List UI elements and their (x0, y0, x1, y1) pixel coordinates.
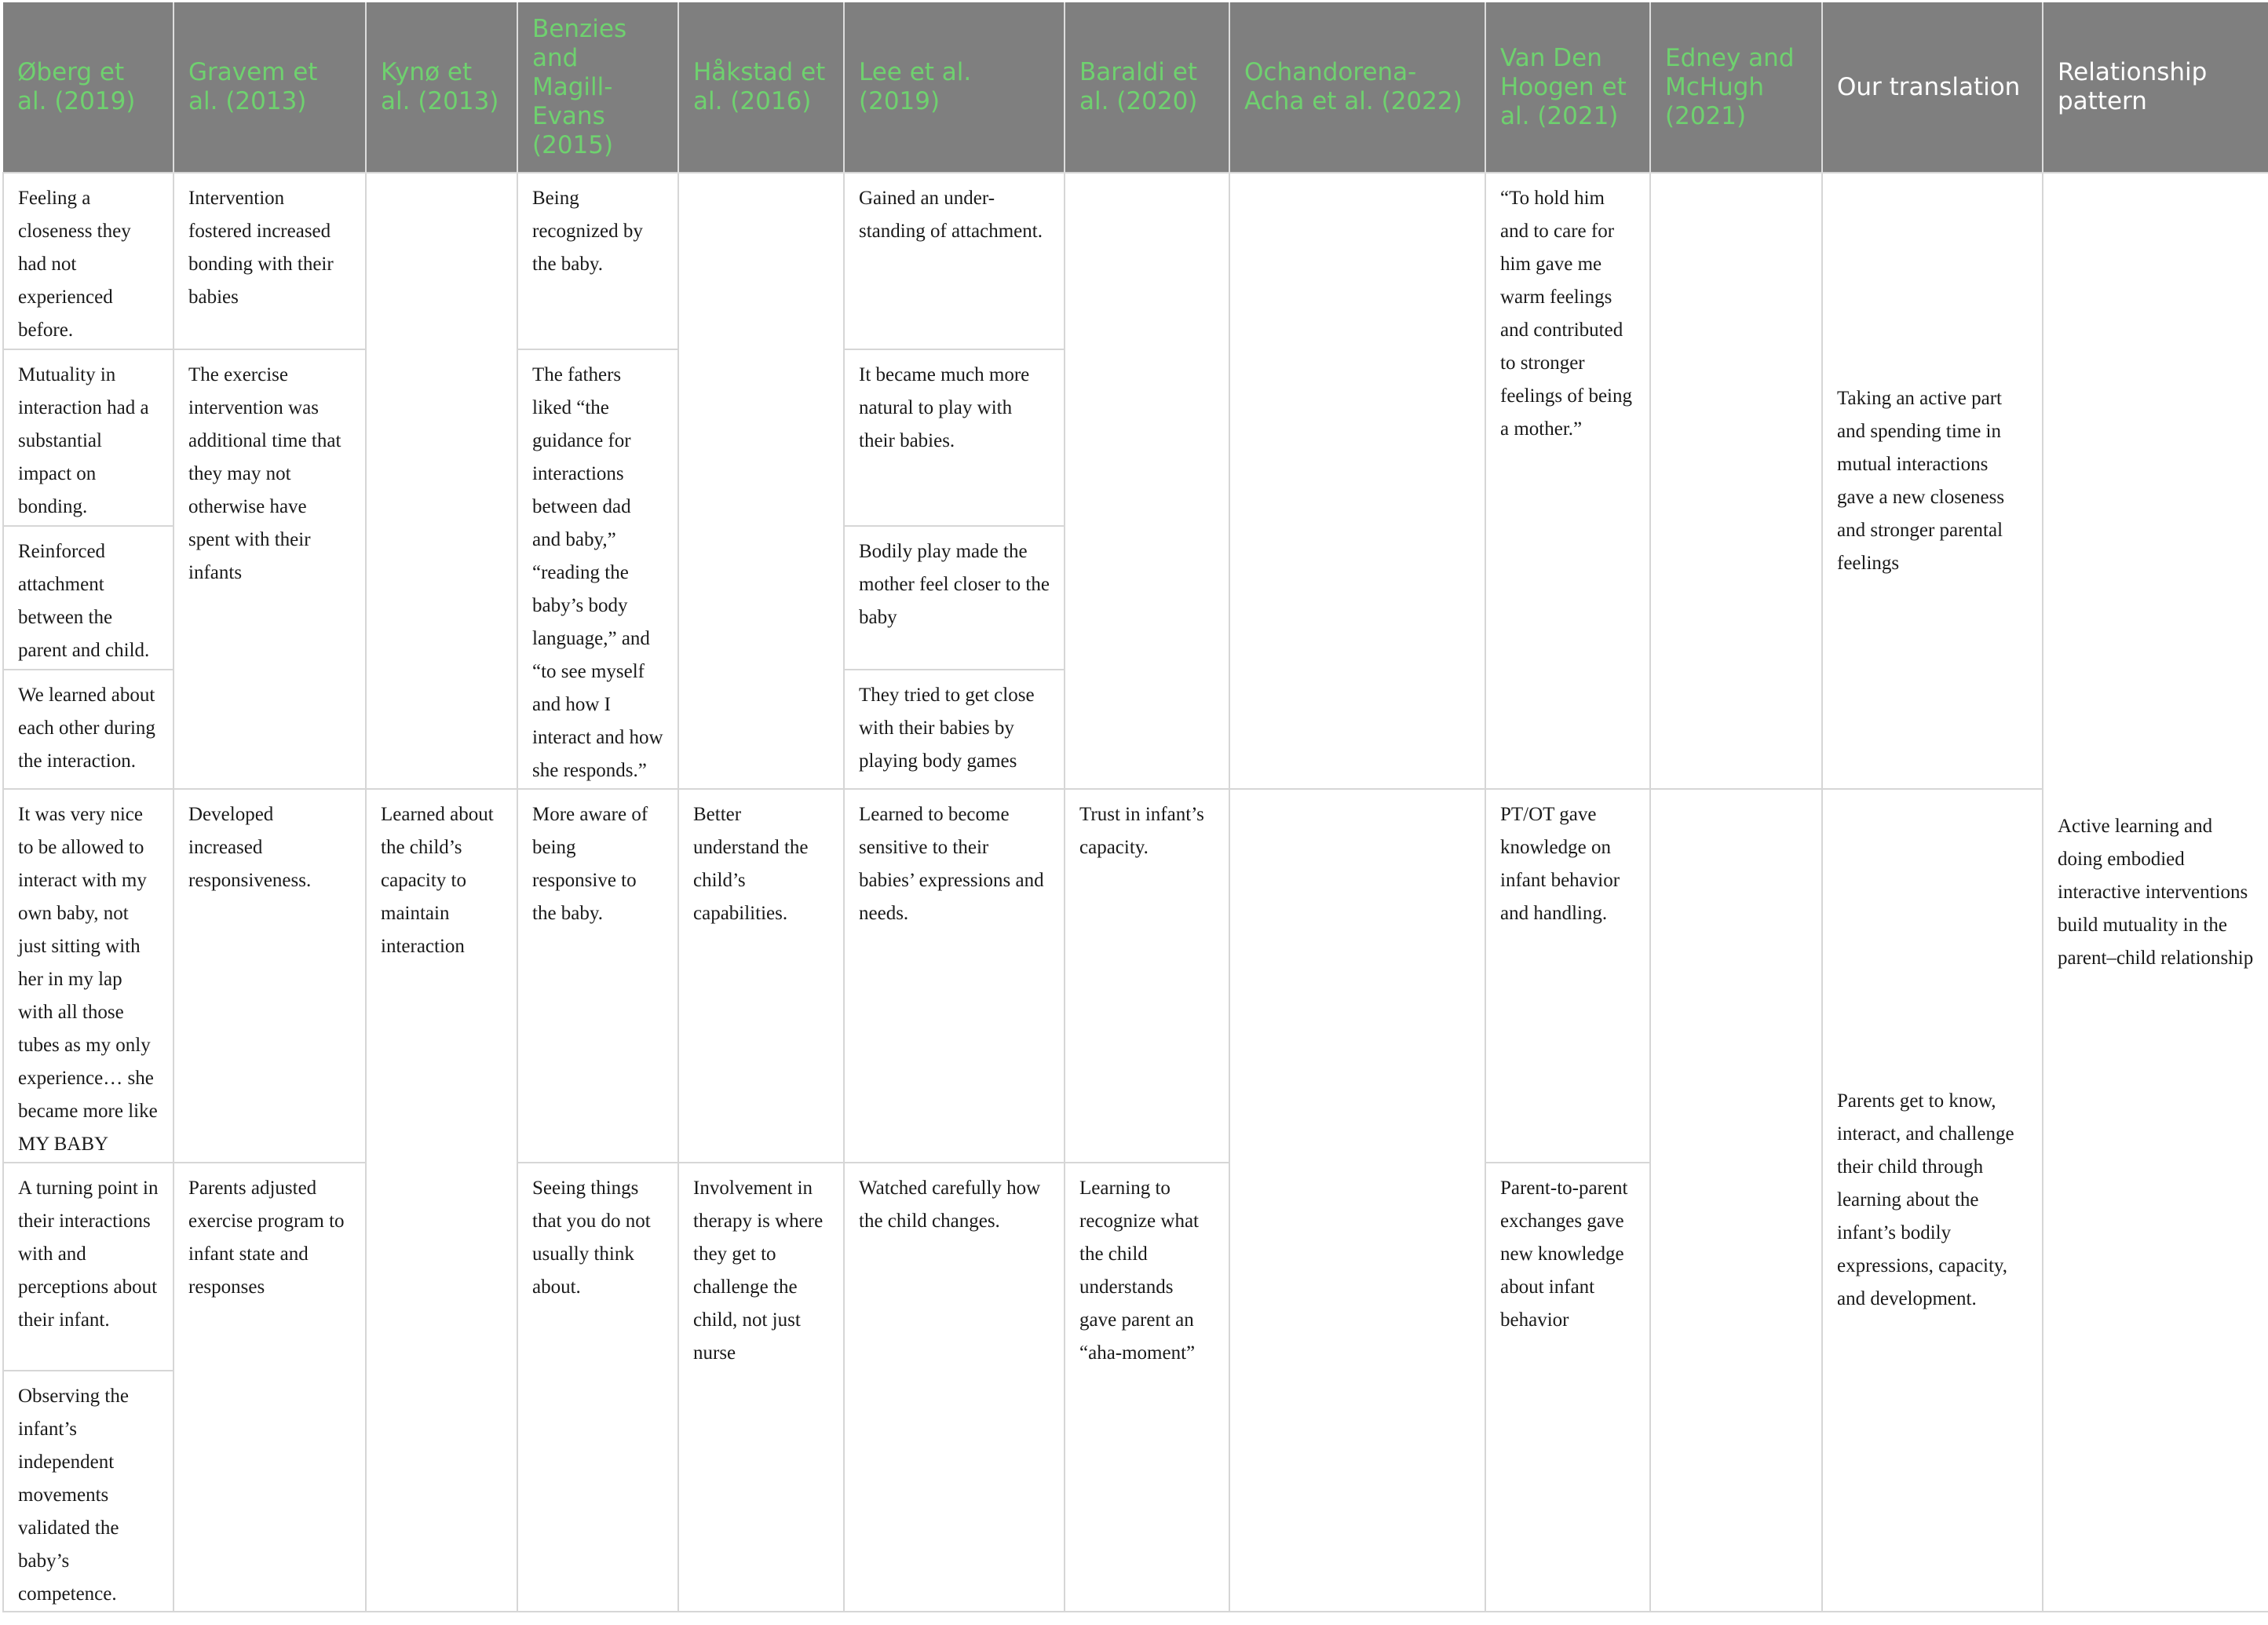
header-oberg: Øberg et al. (2019) (3, 2, 173, 173)
table-cell: Taking an active part and spending time in mutual interactions gave a new closeness and stronger parental feelings (1822, 173, 2043, 789)
table-cell: They tried to get close with their babies by playing body games (844, 670, 1065, 789)
table-cell: Parents adjusted exercise program to infant state and responses (173, 1163, 366, 1612)
table-cell: Developed increased responsiveness. (173, 789, 366, 1163)
header-baraldi: Baraldi et al. (2020) (1065, 2, 1229, 173)
table-cell: Watched carefully how the child changes. (844, 1163, 1065, 1612)
table-cell-empty (1229, 173, 1485, 789)
table-cell: Being recognized by the baby. (517, 173, 678, 349)
table-cell-empty (678, 173, 844, 789)
table-row (3, 173, 2268, 349)
table-cell: Parents get to know, interact, and challenge their child through learning about the infant’s bodily expressions, capacity, and development. (1822, 789, 2043, 1612)
table-cell: PT/OT gave knowledge on infant behavior and handling. (1485, 789, 1650, 1163)
header-vandenhoogen: Van Den Hoogen et al. (2021) (1485, 2, 1650, 173)
table-row (3, 789, 2268, 1163)
table-cell: Intervention fostered increased bonding with their babies (173, 173, 366, 349)
table-cell: Trust in infant’s capacity. (1065, 789, 1229, 1163)
table-cell-empty (1650, 789, 1822, 1612)
header-row (3, 2, 2268, 173)
table-cell: A turning point in their interactions with and perceptions about their infant. (3, 1163, 173, 1371)
table-cell-empty (366, 173, 517, 789)
table-cell: More aware of being responsive to the baby. (517, 789, 678, 1163)
table-cell: It became much more natural to play with their babies. (844, 349, 1065, 526)
table-cell-empty (1065, 173, 1229, 789)
table-cell-empty (1229, 789, 1485, 1612)
table-cell: Better understand the child’s capabilities. (678, 789, 844, 1163)
table-cell: Learned about the child’s capacity to maintain interaction (366, 789, 517, 1612)
table-cell: Learned to become sensitive to their babies’ expressions and needs. (844, 789, 1065, 1163)
header-edney: Edney and McHugh (2021) (1650, 2, 1822, 173)
table-cell: Observing the infant’s independent movements validated the baby’s competence. (3, 1371, 173, 1612)
table-cell: Learning to recognize what the child understands gave parent an “aha-moment” (1065, 1163, 1229, 1612)
header-lee: Lee et al. (2019) (844, 2, 1065, 173)
header-benzies: Benzies and Magill-Evans (2015) (517, 2, 678, 173)
table-cell: “To hold him and to care for him gave me warm feelings and contributed to stronger feelings of being a mother.” (1485, 173, 1650, 789)
header-our-translation: Our translation (1822, 2, 2043, 173)
header-relationship-pattern: Relationship pattern (2043, 2, 2268, 173)
header-hakstad: Håkstad et al. (2016) (678, 2, 844, 173)
table-cell: It was very nice to be allowed to interact with my own baby, not just sitting with her in my lap with all those tubes as my only experience… she became more like MY BABY (3, 789, 173, 1163)
table-cell: Seeing things that you do not usually think about. (517, 1163, 678, 1612)
table-cell-empty (1650, 173, 1822, 789)
table-cell: The exercise intervention was additional time that they may not otherwise have spent with their infants (173, 349, 366, 789)
header-gravem: Gravem et al. (2013) (173, 2, 366, 173)
table-cell: Feeling a closeness they had not experienced before. (3, 173, 173, 349)
table-cell: Mutuality in interaction had a substantial impact on bonding. (3, 349, 173, 526)
table-cell: Bodily play made the mother feel closer to the baby (844, 526, 1065, 670)
table-cell: Involvement in therapy is where they get to challenge the child, not just nurse (678, 1163, 844, 1612)
table-cell: We learned about each other during the interaction. (3, 670, 173, 789)
table-cell: Active learning and doing embodied interactive interventions build mutuality in the parent–child relationship (2043, 173, 2268, 1612)
table-cell: Gained an under-standing of attachment. (844, 173, 1065, 349)
table-cell: Reinforced attachment between the parent and child. (3, 526, 173, 670)
header-ochandorena: Ochandorena-Acha et al. (2022) (1229, 2, 1485, 173)
table-cell: The fathers liked “the guidance for interactions between dad and baby,” “reading the baby’s body language,” and “to see myself and how I interact and how she responds.” (517, 349, 678, 789)
synthesis-table (2, 2, 2268, 1612)
table-cell: Parent-to-parent exchanges gave new knowledge about infant behavior (1485, 1163, 1650, 1612)
header-kyno: Kynø et al. (2013) (366, 2, 517, 173)
